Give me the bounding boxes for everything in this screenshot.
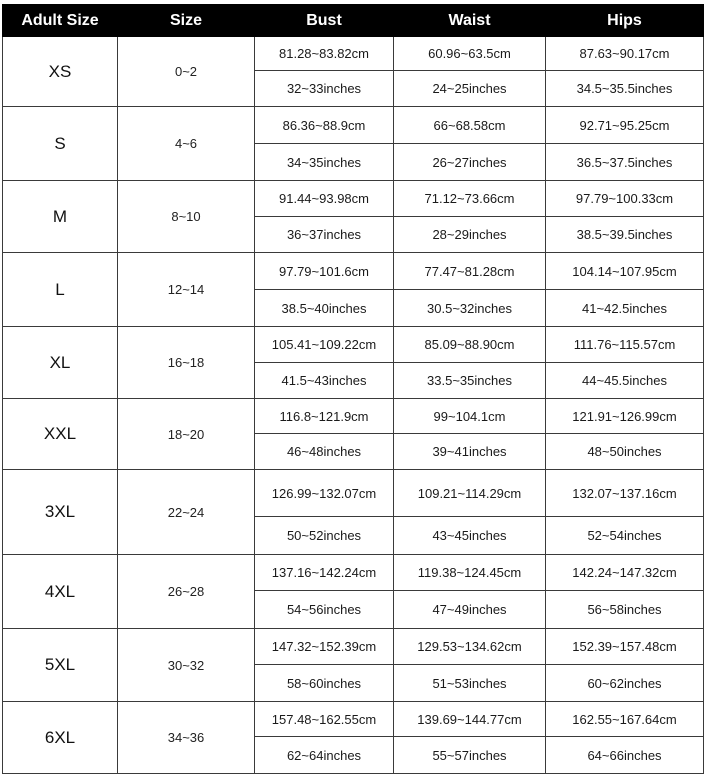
header-adult-size: Adult Size bbox=[3, 5, 118, 37]
adult-size-cell: 4XL bbox=[3, 555, 118, 629]
waist-cm-cell: 85.09~88.90cm bbox=[394, 327, 546, 363]
bust-cm-cell: 91.44~93.98cm bbox=[255, 181, 394, 217]
adult-size-cell: M bbox=[3, 181, 118, 253]
hips-inches-cell: 38.5~39.5inches bbox=[546, 217, 704, 253]
hips-inches-cell: 41~42.5inches bbox=[546, 290, 704, 327]
table-row bbox=[3, 555, 704, 591]
hips-cm-cell: 132.07~137.16cm bbox=[546, 470, 704, 517]
size-chart-table bbox=[2, 4, 704, 774]
bust-inches-cell: 32~33inches bbox=[255, 71, 394, 107]
size-number-cell: 4~6 bbox=[118, 107, 255, 181]
header-row bbox=[3, 5, 704, 37]
bust-inches-cell: 41.5~43inches bbox=[255, 363, 394, 399]
bust-inches-cell: 50~52inches bbox=[255, 517, 394, 555]
table-row bbox=[3, 327, 704, 363]
size-number-cell: 22~24 bbox=[118, 470, 255, 555]
bust-cm-cell: 157.48~162.55cm bbox=[255, 702, 394, 737]
waist-inches-cell: 55~57inches bbox=[394, 737, 546, 774]
size-number-cell: 12~14 bbox=[118, 253, 255, 327]
waist-inches-cell: 24~25inches bbox=[394, 71, 546, 107]
bust-inches-cell: 54~56inches bbox=[255, 591, 394, 629]
hips-inches-cell: 48~50inches bbox=[546, 434, 704, 470]
adult-size-cell: S bbox=[3, 107, 118, 181]
header-bust: Bust bbox=[255, 5, 394, 37]
adult-size-cell: 3XL bbox=[3, 470, 118, 555]
hips-inches-cell: 60~62inches bbox=[546, 665, 704, 702]
hips-cm-cell: 142.24~147.32cm bbox=[546, 555, 704, 591]
waist-inches-cell: 33.5~35inches bbox=[394, 363, 546, 399]
bust-cm-cell: 86.36~88.9cm bbox=[255, 107, 394, 144]
hips-cm-cell: 121.91~126.99cm bbox=[546, 399, 704, 434]
adult-size-cell: L bbox=[3, 253, 118, 327]
hips-cm-cell: 111.76~115.57cm bbox=[546, 327, 704, 363]
bust-cm-cell: 81.28~83.82cm bbox=[255, 37, 394, 71]
bust-inches-cell: 34~35inches bbox=[255, 144, 394, 181]
table-body bbox=[3, 37, 704, 774]
waist-cm-cell: 119.38~124.45cm bbox=[394, 555, 546, 591]
bust-inches-cell: 38.5~40inches bbox=[255, 290, 394, 327]
header-hips: Hips bbox=[546, 5, 704, 37]
waist-cm-cell: 60.96~63.5cm bbox=[394, 37, 546, 71]
hips-inches-cell: 36.5~37.5inches bbox=[546, 144, 704, 181]
hips-cm-cell: 87.63~90.17cm bbox=[546, 37, 704, 71]
waist-cm-cell: 99~104.1cm bbox=[394, 399, 546, 434]
hips-inches-cell: 34.5~35.5inches bbox=[546, 71, 704, 107]
hips-cm-cell: 152.39~157.48cm bbox=[546, 629, 704, 665]
bust-cm-cell: 97.79~101.6cm bbox=[255, 253, 394, 290]
size-number-cell: 18~20 bbox=[118, 399, 255, 470]
bust-cm-cell: 147.32~152.39cm bbox=[255, 629, 394, 665]
size-number-cell: 16~18 bbox=[118, 327, 255, 399]
bust-inches-cell: 36~37inches bbox=[255, 217, 394, 253]
size-number-cell: 0~2 bbox=[118, 37, 255, 107]
adult-size-cell: XL bbox=[3, 327, 118, 399]
adult-size-cell: XXL bbox=[3, 399, 118, 470]
bust-cm-cell: 137.16~142.24cm bbox=[255, 555, 394, 591]
adult-size-cell: 6XL bbox=[3, 702, 118, 774]
bust-cm-cell: 116.8~121.9cm bbox=[255, 399, 394, 434]
hips-inches-cell: 64~66inches bbox=[546, 737, 704, 774]
size-number-cell: 8~10 bbox=[118, 181, 255, 253]
waist-inches-cell: 26~27inches bbox=[394, 144, 546, 181]
waist-cm-cell: 129.53~134.62cm bbox=[394, 629, 546, 665]
waist-cm-cell: 109.21~114.29cm bbox=[394, 470, 546, 517]
bust-cm-cell: 126.99~132.07cm bbox=[255, 470, 394, 517]
table-row bbox=[3, 107, 704, 144]
header-waist: Waist bbox=[394, 5, 546, 37]
waist-inches-cell: 39~41inches bbox=[394, 434, 546, 470]
table-row bbox=[3, 253, 704, 290]
waist-inches-cell: 47~49inches bbox=[394, 591, 546, 629]
bust-inches-cell: 46~48inches bbox=[255, 434, 394, 470]
bust-inches-cell: 58~60inches bbox=[255, 665, 394, 702]
table-row bbox=[3, 629, 704, 665]
waist-cm-cell: 66~68.58cm bbox=[394, 107, 546, 144]
size-number-cell: 26~28 bbox=[118, 555, 255, 629]
hips-inches-cell: 44~45.5inches bbox=[546, 363, 704, 399]
hips-inches-cell: 56~58inches bbox=[546, 591, 704, 629]
table-row bbox=[3, 399, 704, 434]
waist-cm-cell: 77.47~81.28cm bbox=[394, 253, 546, 290]
waist-inches-cell: 28~29inches bbox=[394, 217, 546, 253]
bust-inches-cell: 62~64inches bbox=[255, 737, 394, 774]
adult-size-cell: 5XL bbox=[3, 629, 118, 702]
bust-cm-cell: 105.41~109.22cm bbox=[255, 327, 394, 363]
waist-inches-cell: 51~53inches bbox=[394, 665, 546, 702]
adult-size-cell: XS bbox=[3, 37, 118, 107]
waist-cm-cell: 139.69~144.77cm bbox=[394, 702, 546, 737]
size-number-cell: 30~32 bbox=[118, 629, 255, 702]
hips-cm-cell: 92.71~95.25cm bbox=[546, 107, 704, 144]
hips-cm-cell: 104.14~107.95cm bbox=[546, 253, 704, 290]
table-row bbox=[3, 470, 704, 517]
header-size: Size bbox=[118, 5, 255, 37]
waist-inches-cell: 43~45inches bbox=[394, 517, 546, 555]
size-number-cell: 34~36 bbox=[118, 702, 255, 774]
waist-inches-cell: 30.5~32inches bbox=[394, 290, 546, 327]
hips-inches-cell: 52~54inches bbox=[546, 517, 704, 555]
table-row bbox=[3, 181, 704, 217]
table-row bbox=[3, 37, 704, 71]
hips-cm-cell: 162.55~167.64cm bbox=[546, 702, 704, 737]
waist-cm-cell: 71.12~73.66cm bbox=[394, 181, 546, 217]
table-row bbox=[3, 702, 704, 737]
hips-cm-cell: 97.79~100.33cm bbox=[546, 181, 704, 217]
